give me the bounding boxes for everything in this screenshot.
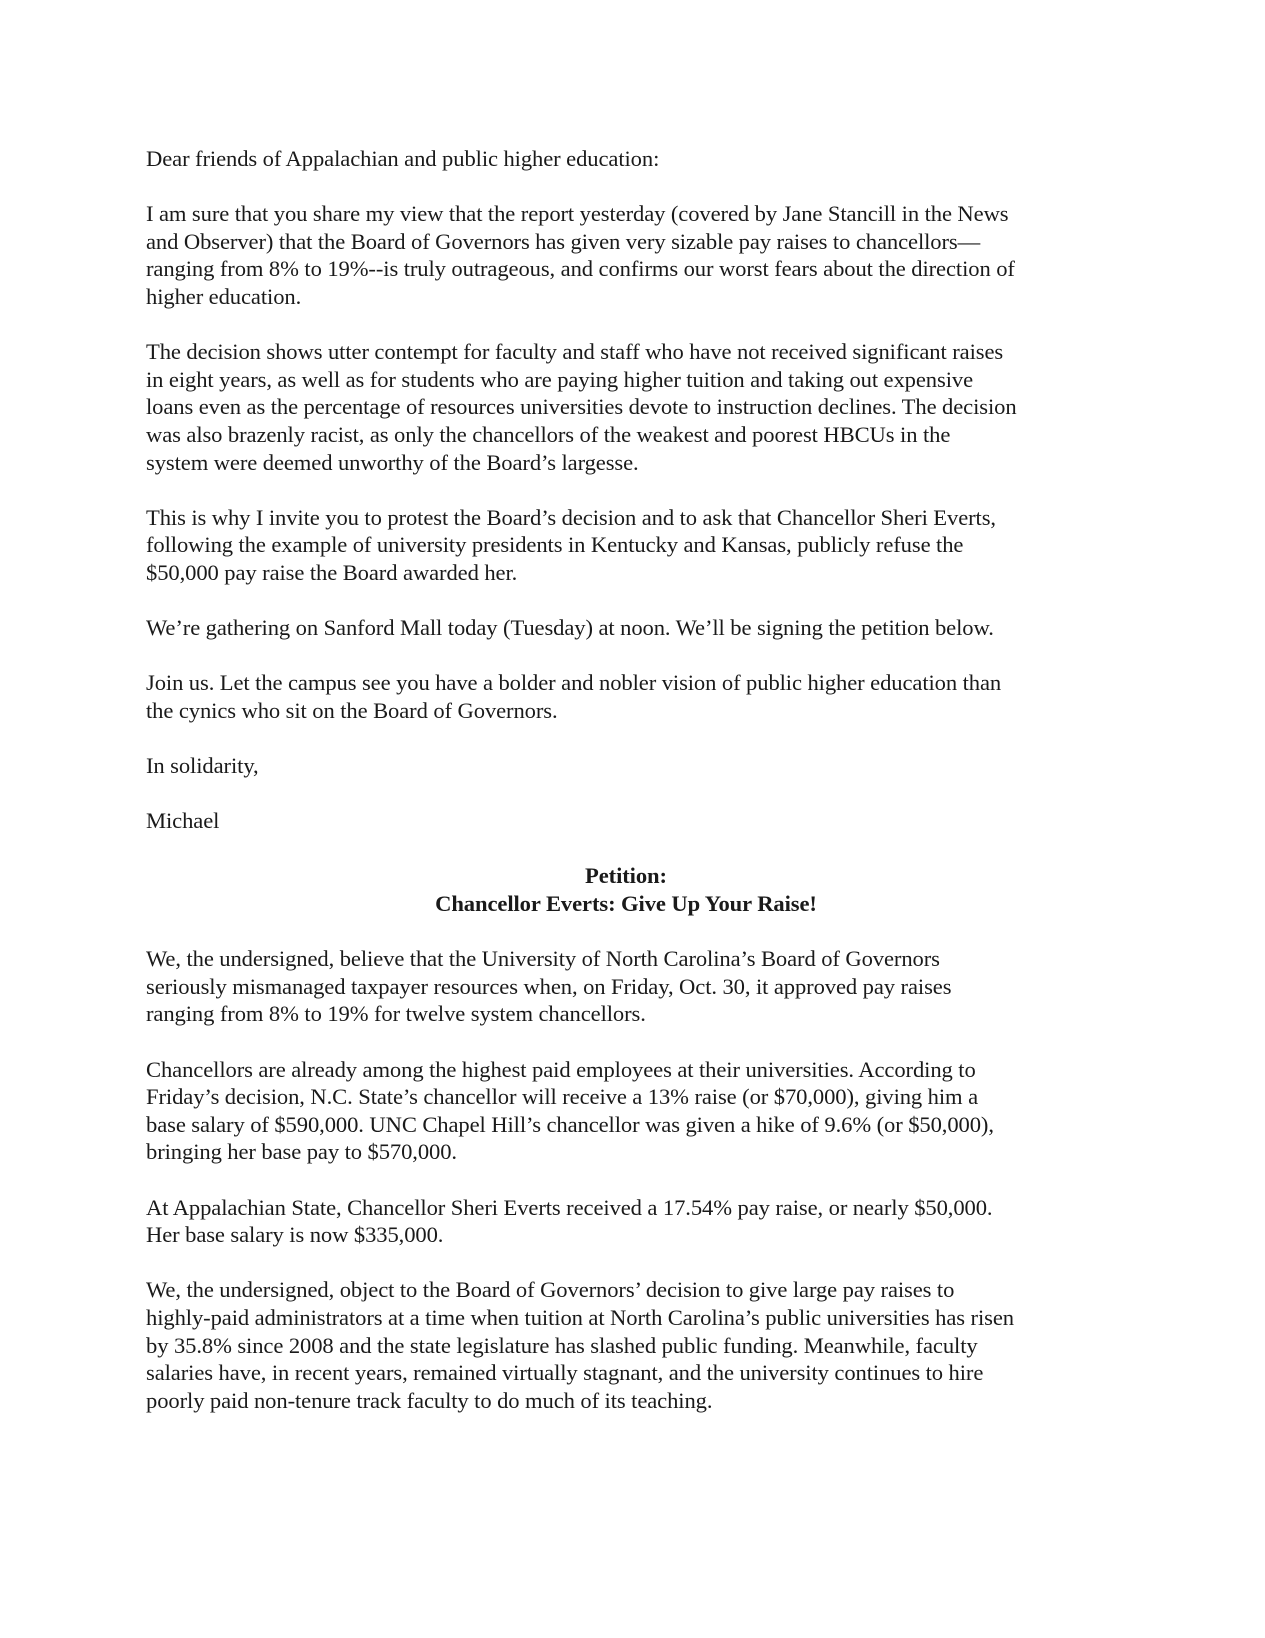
letter-paragraph-3: This is why I invite you to protest the Board’s decision and to ask that Chancellor Sheri Everts, following the example of university presidents in Kentucky and Kansas, publicly refuse the $50,000 pay raise the Board awarded her. xyxy=(146,504,996,585)
letter-paragraph-4: We’re gathering on Sanford Mall today (Tuesday) at noon. We’ll be signing the petition below. xyxy=(146,615,994,641)
petition-paragraph-2: Chancellors are already among the highest paid employees at their universities. According to Friday’s decision, N.C. State’s chancellor will receive a 13% raise (or $70,000), giving him a base salary of $590,000. UNC Chapel Hill’s chancellor was given a hike of 9.6% (or $50,000), bringing her base pay to $570,000. xyxy=(146,1056,994,1165)
petition-title: Chancellor Everts: Give Up Your Raise! xyxy=(435,891,817,917)
petition-paragraph-4: We, the undersigned, object to the Board of Governors’ decision to give large pay raises to highly-paid administrators at a time when tuition at North Carolina’s public universities has risen by 35.8% since 2008 and the state legislature has slashed public funding. Meanwhile, faculty salaries have, in recent years, remained virtually stagnant, and the university continues to hire poorly paid non-tenure track faculty to do much of its teaching. xyxy=(146,1277,1014,1413)
letter-signature: Michael xyxy=(146,808,220,834)
petition-paragraph-3: At Appalachian State, Chancellor Sheri Everts received a 17.54% pay raise, or nearly $50,000. Her base salary is now $335,000. xyxy=(146,1194,993,1248)
document-page xyxy=(146,145,1106,1442)
petition-heading-label: Petition: xyxy=(585,863,667,889)
petition-paragraph-1: We, the undersigned, believe that the University of North Carolina’s Board of Governors seriously mismanaged taxpayer resources when, on Friday, Oct. 30, it approved pay raises ranging from 8% to 19% for twelve system chancellors. xyxy=(146,946,952,1027)
letter-closing: In solidarity, xyxy=(146,753,259,779)
letter-paragraph-1: I am sure that you share my view that the report yesterday (covered by Jane Stancill in the News and Observer) that the Board of Governors has given very sizable pay raises to chancellors— ranging from 8% to 19%--is truly outrageous, and confirms our worst fears about the direction of higher education. xyxy=(146,201,1015,309)
letter-paragraph-5: Join us. Let the campus see you have a bolder and nobler vision of public higher education than the cynics who sit on the Board of Governors. xyxy=(146,670,1002,723)
petition-heading xyxy=(146,862,1106,917)
letter-paragraph-2: The decision shows utter contempt for faculty and staff who have not received significant raises in eight years, as well as for students who are paying higher tuition and taking out expensive loans even as the percentage of resources universities devote to instruction declines. The decision was also brazenly racist, as only the chancellors of the weakest and poorest HBCUs in the system were deemed unworthy of the Board’s largesse. xyxy=(146,339,1017,475)
letter-salutation: Dear friends of Appalachian and public higher education: xyxy=(146,146,660,171)
